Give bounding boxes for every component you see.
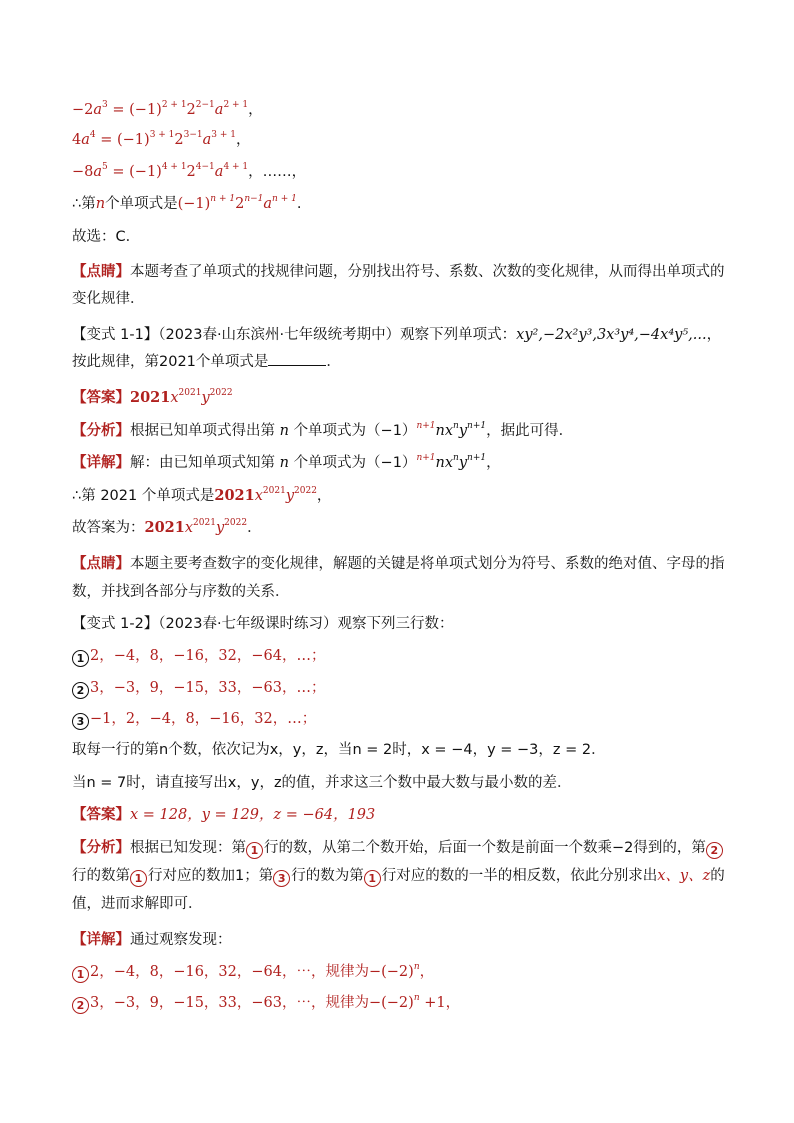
circled-number-2: 2 bbox=[72, 682, 89, 699]
variant-1-2-question: 【变式 1-2】（2023春·七年级课时练习）观察下列三行数： bbox=[72, 616, 454, 632]
row-3-sequence: 3 −1，2，−4，8，−16，32，…； bbox=[72, 709, 734, 730]
circled-number-1: 1 bbox=[72, 966, 89, 983]
formula-line-1: $-2a^3 = (-1)^{2 + 1}2^{2-1}a^{2 + 1}$， bbox=[72, 100, 263, 118]
rule-row-2: 2 3，−3，9，−15，33，−63，⋯，规律为$-(-2)^n +1$， bbox=[72, 993, 734, 1014]
choice-line: 故选：C． bbox=[72, 229, 141, 245]
question-ask: 当n = 7时，请直接写出x，y，z的值，并求这三个数中最大数与最小数的差． bbox=[72, 775, 572, 791]
circled-number-3: 3 bbox=[273, 870, 290, 887]
answer-line-2: 【答案】x = 128，y = 129，z = −64，193 bbox=[72, 807, 376, 823]
conclusion-line: ∴第n个单项式是$(-1)^{n + 1}2^{n-1}a^{n + 1}$. bbox=[72, 194, 302, 212]
detail-line-3: 故答案为：$2021x^{2021}y^{2022}$． bbox=[72, 518, 262, 536]
row-2-sequence: 2 3，−3，9，−15，33，−63，…； bbox=[72, 678, 734, 699]
circled-number-1: 1 bbox=[130, 870, 147, 887]
detail-line-4: 【详解】通过观察发现： bbox=[72, 932, 232, 948]
rule-row-1: 1 2，−4，8，−16，32，−64，⋯，规律为$-(-2)^n$， bbox=[72, 962, 734, 983]
question-condition: 取每一行的第n个数，依次记为x，y，z，当n = 2时，x = −4，y = −3，z = 2． bbox=[72, 742, 606, 758]
circled-number-2: 2 bbox=[72, 997, 89, 1014]
tip-paragraph-1: 【点睛】本题考查了单项式的找规律问题，分别找出符号、系数、次数的变化规律，从而得出单项式的变化规律． bbox=[72, 264, 725, 307]
circled-number-1: 1 bbox=[364, 870, 381, 887]
tip-paragraph-2: 【点睛】本题主要考查数字的变化规律，解题的关键是将单项式划分为符号、系数的绝对值、字母的指数，并找到各部分与序数的关系． bbox=[72, 556, 725, 600]
circled-number-3: 3 bbox=[72, 713, 89, 730]
row-1-sequence: 1 2，−4，8，−16，32，−64，…； bbox=[72, 646, 734, 667]
circled-number-2: 2 bbox=[706, 842, 723, 859]
analysis-paragraph-2: 【分析】根据已知发现：第 1 行的数，从第二个数开始，后面一个数是前面一个数乘−2得到的，第 2行的数第 1 行对应的数加1；第 3 行的数为第 1 行对应的数的一半的相反数，依此分别求出x、y、z的值，进而求解即可． bbox=[72, 840, 725, 912]
detail-line-1: 【详解】解：由已知单项式知第 n 个单项式为$(-1)^{n+1}nx^ny^{n+1}$， bbox=[72, 453, 501, 471]
variant-1-1-question: 【变式 1-1】（2023春·山东滨州·七年级统考期中）观察下列单项式：xy²,−2x²y³,3x³y⁴,−4x⁴y⁵,...，按此规律，第2021个单项式是 ． bbox=[72, 327, 722, 370]
answer-blank bbox=[268, 351, 326, 366]
formula-line-3: $-8a^5 = (-1)^{4 + 1}2^{4-1}a^{4 + 1}$，……， bbox=[72, 162, 307, 180]
formula-line-2: $4a^4 = (-1)^{3 + 1}2^{3-1}a^{3 + 1}$， bbox=[72, 130, 251, 148]
detail-line-2: ∴第 2021 个单项式是$2021x^{2021}y^{2022}$， bbox=[72, 486, 332, 504]
circled-number-1: 1 bbox=[246, 842, 263, 859]
analysis-line-1: 【分析】根据已知单项式得出第 n 个单项式为$(-1)^{n+1}nx^ny^{n+1}$，据此可得． bbox=[72, 421, 574, 439]
circled-number-1: 1 bbox=[72, 650, 89, 667]
answer-line-1: 【答案】$2021x^{2021}y^{2022}$ bbox=[72, 388, 233, 406]
